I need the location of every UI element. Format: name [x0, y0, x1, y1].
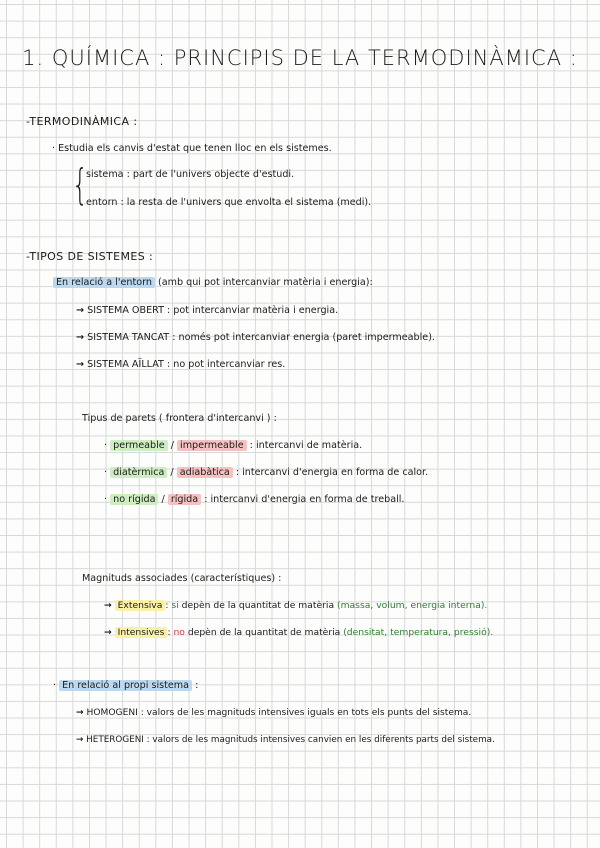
paret-text: : intercanvi d'energia en forma de calor.	[235, 467, 429, 478]
paret-a: permeable	[110, 440, 168, 451]
extensiva-text: depèn de la quantitat de matèria	[181, 600, 335, 611]
paret-text: : intercanvi de matèria.	[249, 440, 363, 451]
paret-text: : intercanvi d'energia en forma de treball.	[204, 494, 405, 505]
entorn-line	[53, 277, 373, 288]
sistema-obert-row	[76, 305, 338, 316]
sistema-obert-label: SISTEMA OBERT	[87, 305, 164, 316]
bullet: ·	[104, 494, 108, 505]
propi-highlight: En relació al propi sistema	[59, 680, 192, 691]
sistema-aillat-label: SISTEMA AÏLLAT	[87, 359, 164, 370]
arrow-icon: →	[76, 305, 85, 316]
sistema-tancat-row	[76, 332, 435, 343]
paret-b: impermeable	[177, 440, 247, 451]
extensiva-label: Extensiva	[115, 600, 166, 611]
arrow-icon: →	[104, 600, 112, 611]
heterogeni-text: : valors de les magnituds intensives canvien en les diferents parts del sistema.	[146, 735, 495, 745]
separator: /	[167, 467, 177, 478]
section-heading-termodinamica: -TERMODINÀMICA :	[26, 115, 138, 128]
sistema-aillat-text: : no pot intercanviar res.	[166, 359, 286, 370]
homogeni-row	[76, 708, 471, 718]
extensiva-examples: (massa, volum, energia interna).	[337, 600, 488, 611]
propi-sistema-heading	[53, 680, 198, 691]
arrow-icon: →	[76, 708, 84, 718]
sistema-obert-text: : pot intercanviar matèria i energia.	[167, 305, 339, 316]
parets-heading: Tipus de parets ( frontera d'intercanvi ) :	[82, 413, 277, 424]
separator: /	[167, 440, 178, 451]
arrow-icon: →	[76, 735, 84, 745]
entorn-highlight: En relació a l'entorn	[53, 277, 155, 288]
sistema-tancat-text: : només pot intercanviar energia (paret impermeable).	[172, 332, 435, 343]
bullet: ·	[104, 467, 108, 478]
magnituds-heading: Magnituds associades (característiques) :	[82, 573, 282, 584]
paret-row	[104, 494, 404, 505]
colon: :	[167, 627, 171, 638]
entorn-rest: (amb qui pot intercanviar matèria i energia):	[158, 277, 373, 288]
arrow-icon: →	[76, 359, 85, 370]
separator: /	[158, 494, 168, 505]
page-title: 1. QUÍMICA : PRINCIPIS DE LA TERMODINÀMICA :	[22, 46, 578, 70]
intensiva-examples: (densitat, temperatura, pressió).	[343, 627, 494, 638]
paret-row	[104, 440, 362, 451]
sistema-tancat-label: SISTEMA TANCAT	[87, 332, 170, 343]
sistema-aillat-row	[76, 359, 285, 370]
heterogeni-label: HETEROGENI	[86, 735, 144, 745]
arrow-icon: →	[104, 627, 112, 638]
sistema-definition: sistema : part de l'univers objecte d'estudi.	[86, 169, 295, 180]
intensiva-label: Intensives	[115, 627, 168, 638]
section-heading-tipos: -TIPOS DE SISTEMES :	[26, 250, 154, 263]
paret-a: diatèrmica	[110, 467, 167, 478]
intensiva-no: no	[173, 627, 185, 638]
extensiva-si: si	[171, 600, 179, 611]
colon: :	[165, 600, 169, 611]
definition-line: · Estudia els canvis d'estat que tenen lloc en els sistemes.	[52, 143, 332, 154]
homogeni-label: HOMOGENI	[86, 708, 138, 718]
homogeni-text: : valors de les magnituds intensives iguals en tots els punts del sistema.	[140, 708, 472, 718]
bullet: ·	[53, 680, 57, 691]
intensiva-text: depèn de la quantitat de matèria	[187, 627, 341, 638]
heterogeni-row	[76, 735, 495, 745]
paret-row	[104, 467, 428, 478]
intensiva-row	[104, 627, 493, 638]
curly-brace: {	[72, 160, 89, 209]
paret-b: adiabàtica	[177, 467, 233, 478]
bullet: ·	[104, 440, 108, 451]
colon: :	[195, 680, 199, 691]
entorn-definition: entorn : la resta de l'univers que envolta el sistema (medi).	[86, 197, 372, 208]
paret-a: no rígida	[110, 494, 158, 505]
extensiva-row	[104, 600, 487, 611]
arrow-icon: →	[76, 332, 85, 343]
paret-b: rígida	[168, 494, 201, 505]
